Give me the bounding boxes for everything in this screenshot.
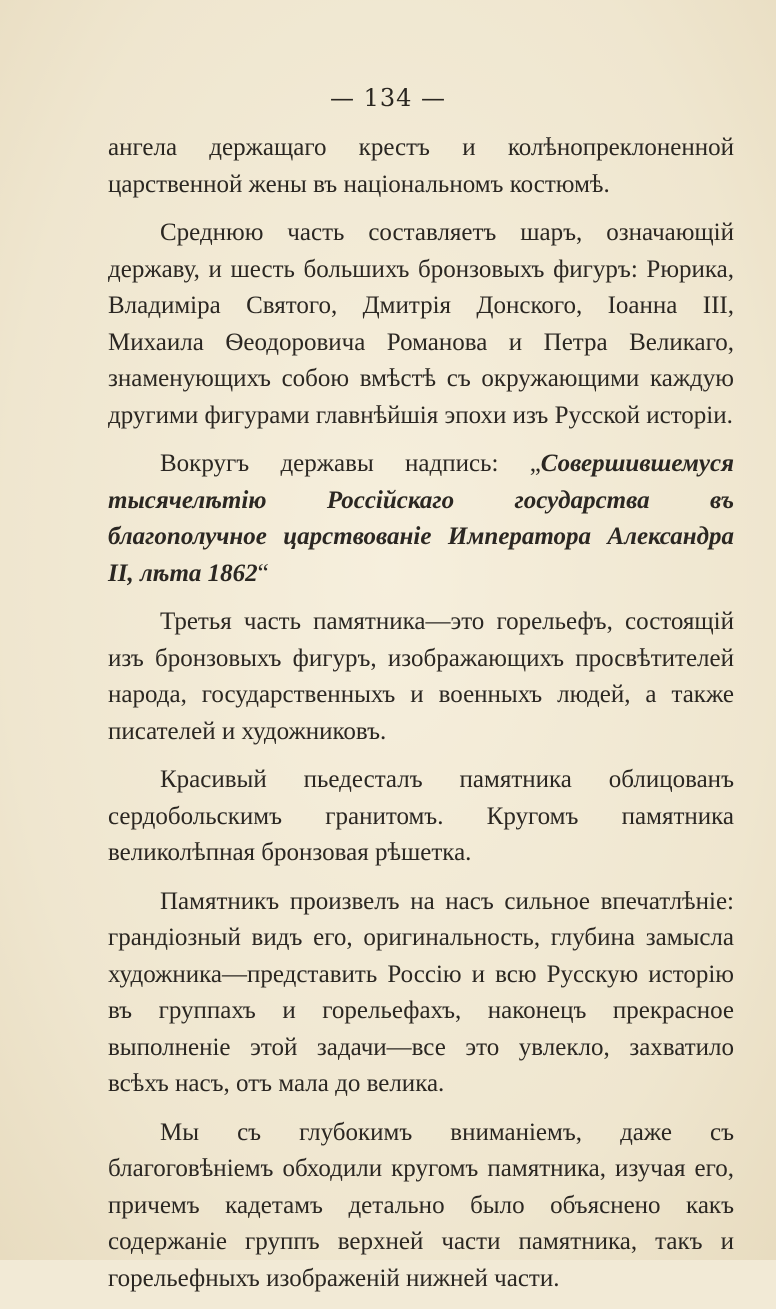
paragraph-6: Памятникъ произвелъ на насъ сильное впечатлѣніе: грандіозный видъ его, оригинальность, глубина замысла художника—представить Россію и всю Русскую исторію въ группахъ и горельефахъ, наконецъ прекрасное выполненіе этой задачи—все это увлекло, захватило всѣхъ насъ, отъ мала до велика. xyxy=(108,887,734,1097)
page-number: — 134 — xyxy=(329,84,447,112)
paragraph-7: Мы съ глубокимъ вниманіемъ, даже съ благоговѣніемъ обходили кругомъ памятника, изучая его, причемъ кадетамъ детально было объяснено какъ содержаніе группъ верхней части памятника, такъ и горельефныхъ изображеній нижней части. xyxy=(108,1118,734,1292)
paragraph-1: ангела держащаго крестъ и колѣнопреклоненной царственной жены въ національномъ костюмѣ. xyxy=(108,134,734,198)
paragraph-3-inscription xyxy=(108,446,734,592)
inscription-text: Совершившемуся тысячелѣтію Россійскаго государства въ благополучное царствованіе Императора Александра II, лѣта 1862 xyxy=(108,450,734,587)
paragraph-5: Красивый пьедесталъ памятника облицованъ сердобольскимъ гранитомъ. Кругомъ памятника великолѣпная бронзовая рѣшетка. xyxy=(108,766,734,866)
paragraph-2: Среднюю часть составляетъ шаръ, означающій державу, и шесть большихъ бронзовыхъ фигуръ: Рюрика, Владиміра Святого, Дмитрія Донского, Іоанна III, Михаила Ѳеодоровича Романова и Петра Великаго, знаменующихъ собою вмѣстѣ съ окружающими каждую другими фигурами главнѣйшія эпохи изъ Русской исторіи. xyxy=(108,219,734,429)
paragraph-4: Третья часть памятника—это горельефъ, состоящій изъ бронзовыхъ фигуръ, изображающихъ просвѣтителей народа, государственныхъ и военныхъ людей, а также писателей и художниковъ. xyxy=(108,608,734,745)
body-text xyxy=(108,130,734,1309)
inscription-lead: Вокругъ державы надпись: „ xyxy=(160,450,541,477)
inscription-close-quote: “ xyxy=(257,559,269,587)
